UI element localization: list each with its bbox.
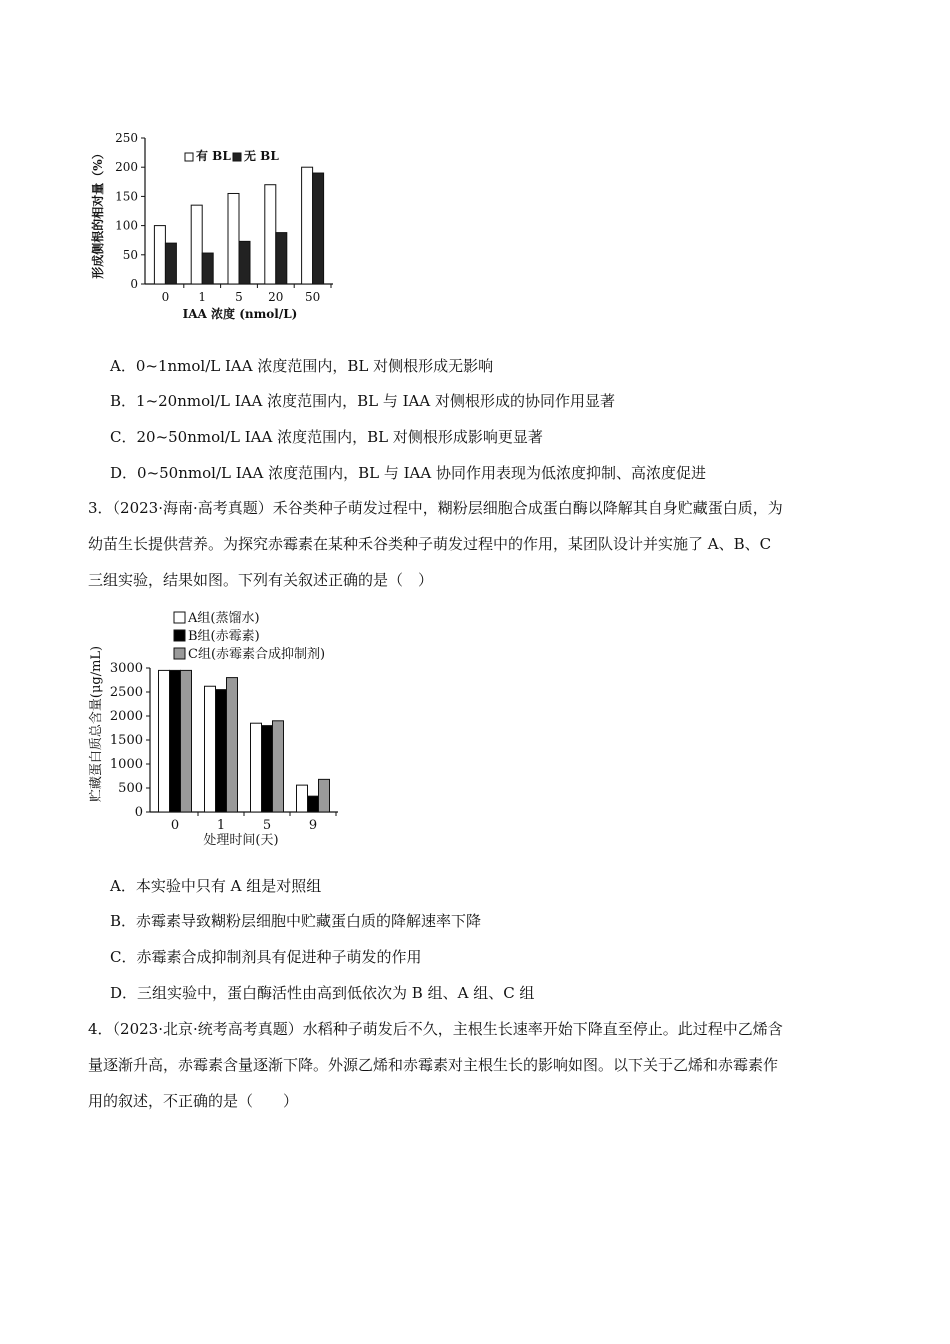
bar-2-0 [165,243,176,284]
q3-option-d[interactable]: D．三组实验中，蛋白酶活性由高到低依次为 B 组、A 组、C 组 [110,984,535,1002]
bar-1-5 [251,723,262,812]
q2-option-c[interactable]: C．20~50nmol/L IAA 浓度范围内，BL 对侧根形成影响更显著 [110,428,543,446]
question-3-line-2: 幼苗生长提供营养。为探究赤霉素在某种禾谷类种子萌发过程中的作用，某团队设计并实施了 A、B、C [88,535,772,553]
bar-1-20 [265,185,276,284]
q2-option-b[interactable]: B．1~20nmol/L IAA 浓度范围内，BL 与 IAA 对侧根形成的协同作用显著 [110,392,615,410]
legend-label-2: 无 BL [244,149,279,163]
y-tick-label: 3000 [109,661,143,676]
bar-2-5 [262,726,273,812]
y-tick-label: 200 [115,160,138,175]
q2-option-a[interactable]: A．0~1nmol/L IAA 浓度范围内，BL 对侧根形成无影响 [110,357,494,375]
legend-label-1: 有 BL [196,149,231,163]
iaa-bl-chart-svg [88,128,348,328]
y-tick-label: 150 [115,189,138,204]
bar-3-0 [181,670,192,812]
question-3-line-3: 三组实验，结果如图。下列有关叙述正确的是（ ） [88,571,434,589]
x-tick-label: 50 [304,290,321,304]
bar-2-1 [216,690,227,812]
y-tick-label: 500 [118,781,143,796]
question-4-line-2: 量逐渐升高，赤霉素含量逐渐下降。外源乙烯和赤霉素对主根生长的影响如图。以下关于乙烯和赤霉素作 [88,1056,779,1074]
y-tick-label: 1500 [109,733,143,748]
bar-1-9 [297,785,308,812]
x-axis-label: 处理时间(天) [203,833,279,848]
bar-1-1 [205,686,216,812]
x-tick-label: 0 [161,290,170,304]
legend-label-1: A组(蒸馏水) [188,611,260,626]
legend-swatch-2 [233,153,241,161]
iaa-bl-bar-chart [88,128,348,328]
legend-swatch-2 [174,630,185,641]
q3-option-a[interactable]: A．本实验中只有 A 组是对照组 [110,877,322,895]
question-4-stem [88,1011,863,1119]
y-tick-label: 100 [115,218,138,233]
bar-1-0 [154,226,165,284]
legend-label-2: B组(赤霉素) [188,629,260,644]
q3-option-b[interactable]: B．赤霉素导致糊粉层细胞中贮藏蛋白质的降解速率下降 [110,912,482,930]
bar-1-50 [302,167,313,284]
x-tick-label: 9 [308,818,318,833]
protein-chart-svg [88,604,388,854]
bar-3-5 [273,721,284,812]
x-tick-label: 0 [170,818,180,833]
y-tick-label: 2000 [109,709,143,724]
bar-1-1 [191,205,202,284]
legend-swatch-1 [185,153,193,161]
y-tick-label: 50 [122,247,138,262]
bar-2-9 [308,796,319,812]
bar-2-5 [239,241,250,284]
protein-content-bar-chart [88,604,388,854]
y-axis-label: 贮藏蛋白质总含量(μg/mL) [89,645,104,803]
y-tick-label: 250 [115,131,138,145]
bar-3-9 [319,779,330,812]
legend-label-3: C组(赤霉素合成抑制剂) [188,647,326,662]
q3-option-c[interactable]: C．赤霉素合成抑制剂具有促进种子萌发的作用 [110,948,422,966]
y-tick-label: 2500 [109,685,143,700]
y-axis-label: 形成侧根的相对量（%） [91,147,105,279]
legend-swatch-3 [174,648,185,659]
y-tick-label: 0 [130,277,138,291]
bar-1-0 [159,670,170,812]
x-tick-label: 1 [198,290,207,304]
bar-3-1 [227,678,238,812]
q2-option-d[interactable]: D．0~50nmol/L IAA 浓度范围内，BL 与 IAA 协同作用表现为低浓度抑制、高浓度促进 [110,464,706,482]
bar-2-50 [313,173,324,284]
x-tick-label: 5 [235,290,243,304]
bar-2-20 [276,233,287,284]
bar-2-0 [170,670,181,812]
legend-swatch-1 [174,612,185,623]
question-4-line-1: 4．（2023·北京·统考高考真题）水稻种子萌发后不久，主根生长速率开始下降直至停止。此过程中乙烯含 [88,1020,783,1038]
x-tick-label: 1 [216,818,226,833]
bar-1-5 [228,193,239,284]
bar-2-1 [202,253,213,284]
x-axis-label: IAA 浓度 (nmol/L) [182,307,298,321]
question-3-line-1: 3．（2023·海南·高考真题）禾谷类种子萌发过程中，糊粉层细胞合成蛋白酶以降解其自身贮藏蛋白质，为 [88,499,783,517]
y-tick-label: 1000 [109,757,143,772]
x-tick-label: 5 [262,818,272,833]
x-tick-label: 20 [268,290,284,304]
question-3-stem [88,490,863,598]
y-tick-label: 0 [134,805,143,820]
question-4-line-3: 用的叙述，不正确的是（ ） [88,1092,299,1110]
